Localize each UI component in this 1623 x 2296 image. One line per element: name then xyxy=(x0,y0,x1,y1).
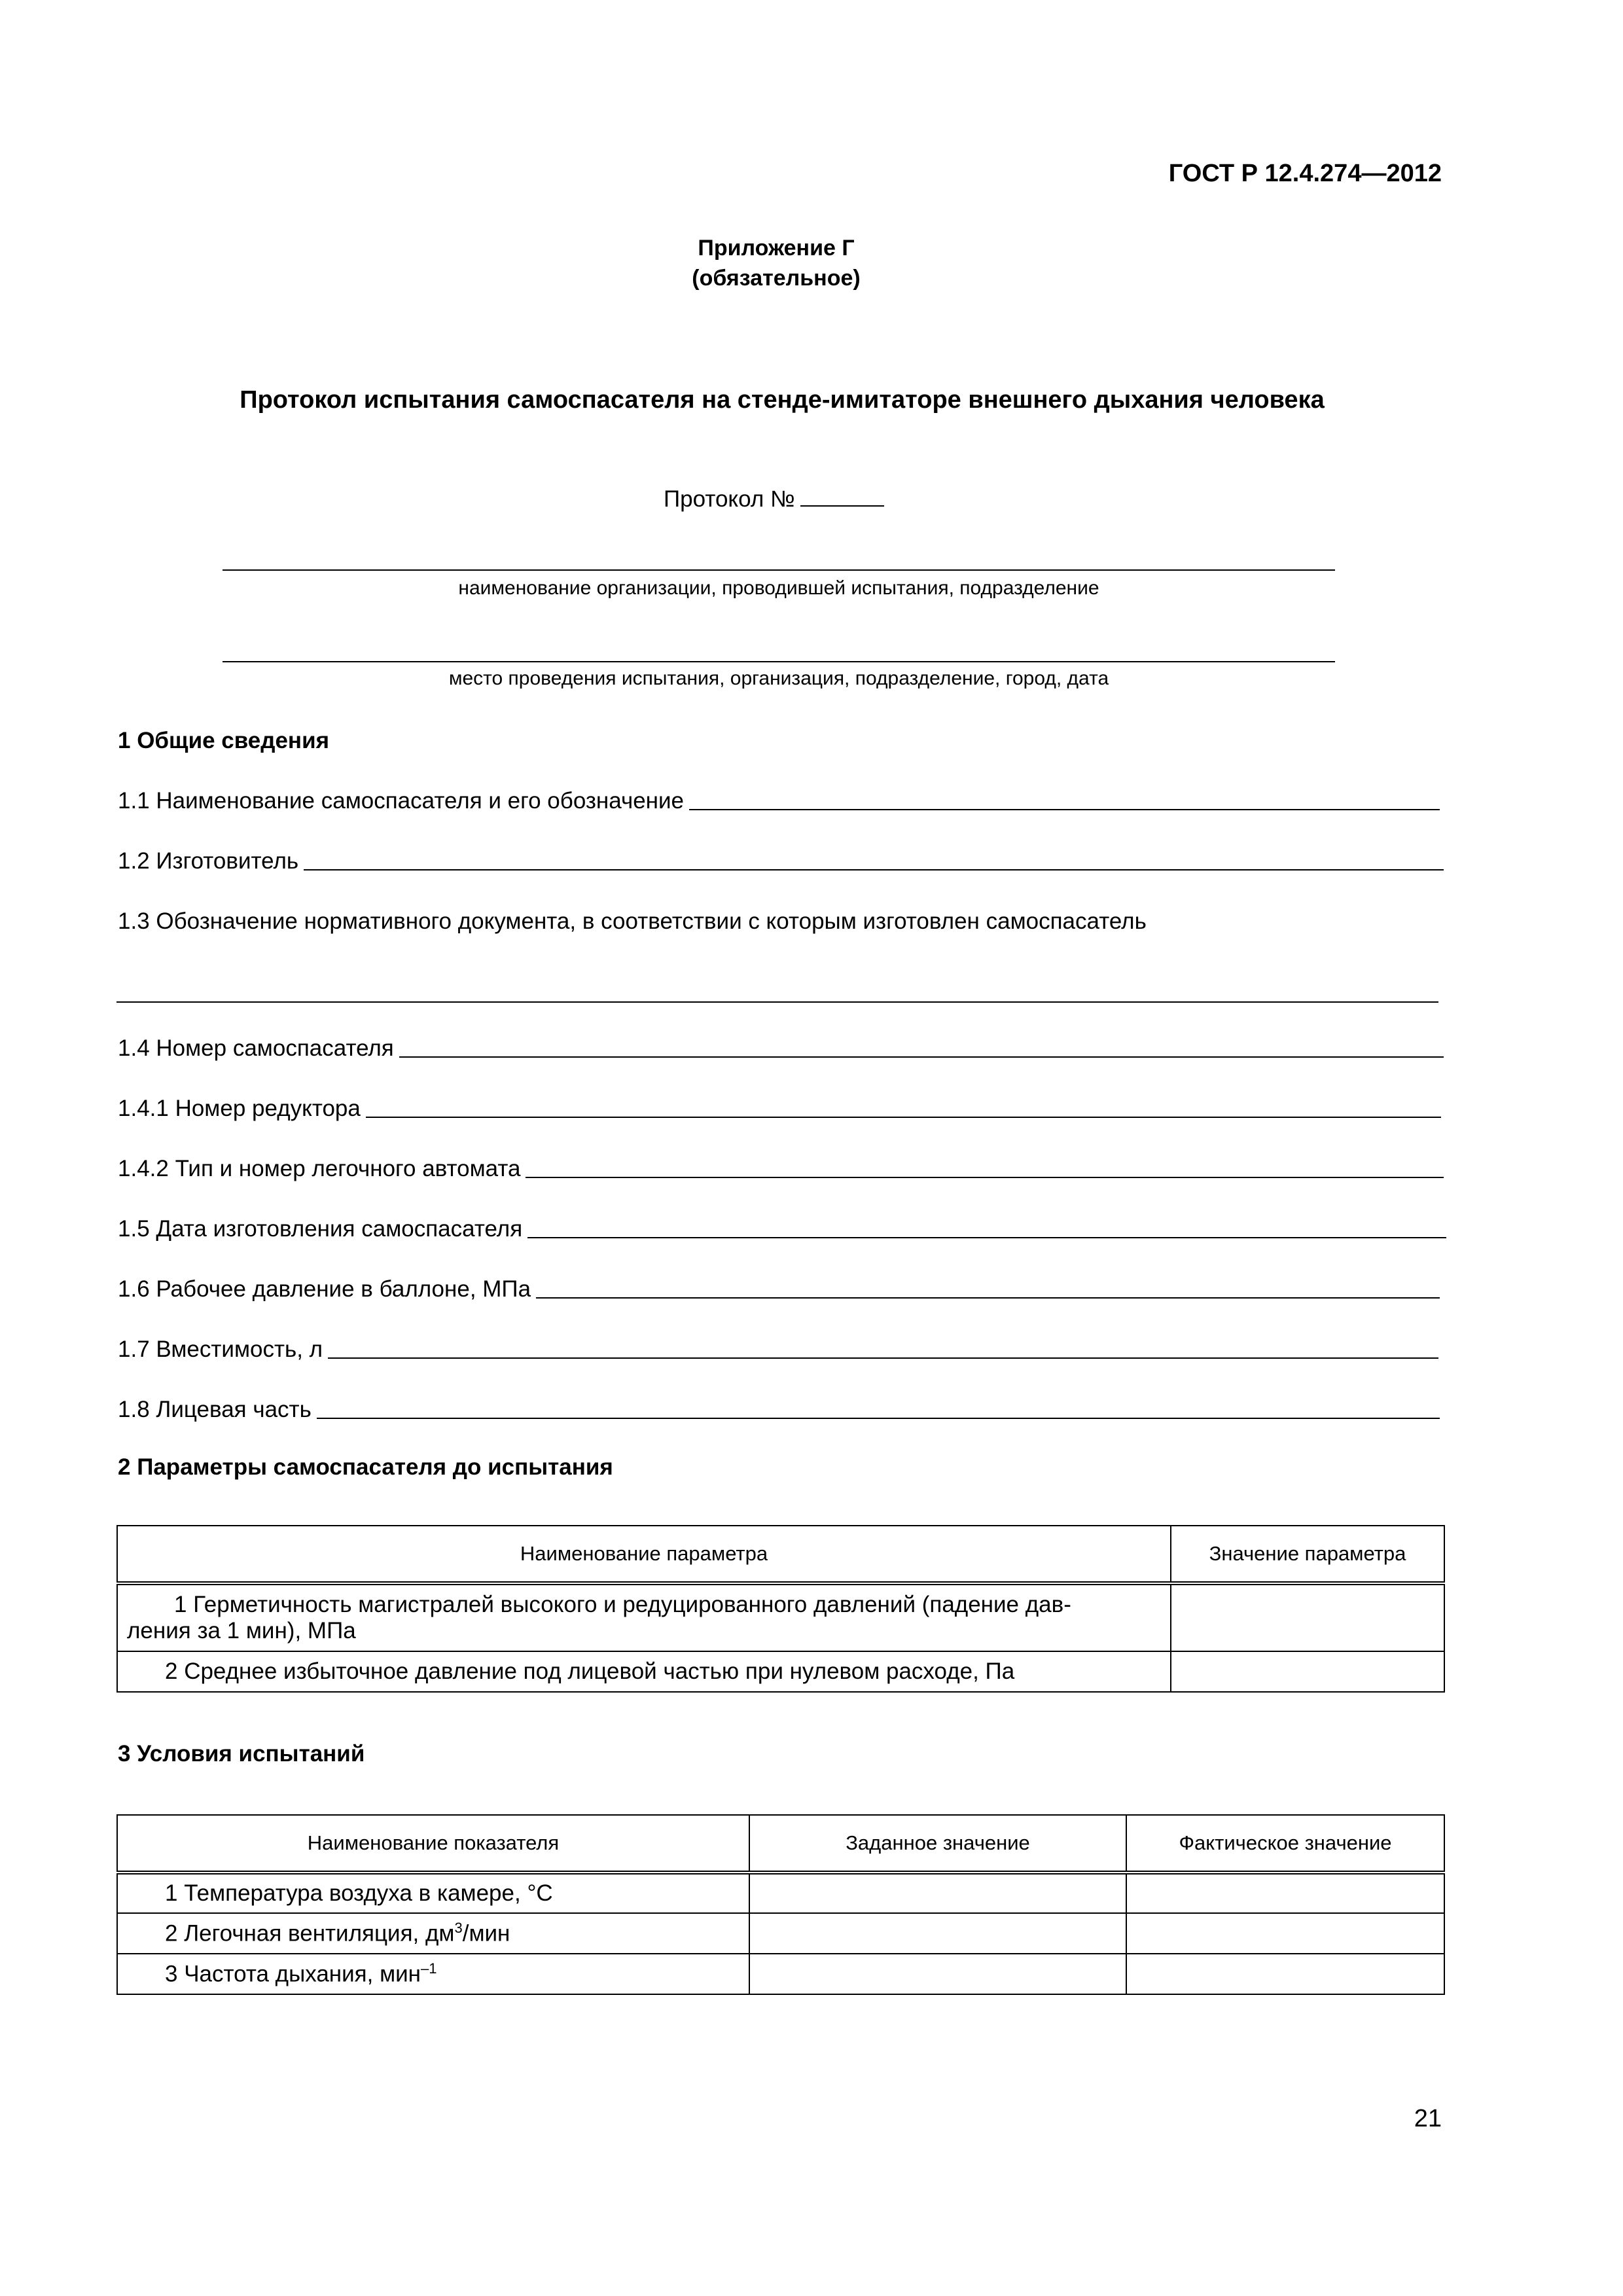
field-label: 1.7 Вместимость, л xyxy=(118,1336,323,1362)
field-label: 1.8 Лицевая часть xyxy=(118,1397,312,1422)
column-header: Заданное значение xyxy=(749,1815,1126,1873)
table-cell xyxy=(117,1954,749,1994)
row-text: 2 Легочная вентиляция, дм xyxy=(165,1920,455,1946)
row-text: 1 Герметичность магистралей высокого и редуцированного давлений (падение дав- xyxy=(174,1592,1071,1617)
row-text-tail: /мин xyxy=(462,1920,510,1946)
column-header: Значение параметра xyxy=(1171,1526,1444,1583)
field-label: 1.5 Дата изготовления самоспасателя xyxy=(118,1216,523,1242)
table-cell: 1 Температура воздуха в камере, °С xyxy=(117,1873,749,1913)
value-cell[interactable] xyxy=(1171,1583,1444,1651)
fill-line[interactable] xyxy=(304,869,1444,870)
fill-line[interactable] xyxy=(527,1237,1446,1238)
table-row xyxy=(117,1954,1444,1994)
unit-superscript: 3 xyxy=(454,1920,463,1937)
field-1-1[interactable] xyxy=(118,784,1440,814)
protocol-number-blank[interactable] xyxy=(800,486,884,507)
table-header-row xyxy=(117,1526,1444,1583)
table-header-row xyxy=(117,1815,1444,1873)
conditions-table xyxy=(116,1814,1445,1995)
field-label: 1.4.1 Номер редуктора xyxy=(118,1096,361,1121)
value-cell[interactable] xyxy=(1171,1651,1444,1692)
protocol-label: Протокол № xyxy=(664,486,795,512)
field-1-2[interactable] xyxy=(118,844,1444,874)
section-3-heading: 3 Условия испытаний xyxy=(118,1741,365,1767)
page-number: 21 xyxy=(1414,2105,1442,2132)
field-label: 1.6 Рабочее давление в баллоне, МПа xyxy=(118,1276,531,1302)
document-title: Протокол испытания самоспасателя на стенде-имитаторе внешнего дыхания человека xyxy=(240,386,1325,414)
annex-label: Приложение Г xyxy=(698,236,855,260)
row-text: 3 Частота дыхания, мин xyxy=(165,1961,421,1987)
value-cell[interactable] xyxy=(1126,1954,1444,1994)
value-cell[interactable] xyxy=(1126,1913,1444,1954)
field-1-3 xyxy=(118,905,1444,935)
value-cell[interactable] xyxy=(1126,1873,1444,1913)
fill-line[interactable] xyxy=(366,1117,1441,1118)
table-cell xyxy=(117,1583,1171,1651)
unit-superscript: –1 xyxy=(421,1960,437,1977)
parameters-table xyxy=(116,1525,1445,1693)
value-cell[interactable] xyxy=(749,1873,1126,1913)
field-label: 1.2 Изготовитель xyxy=(118,848,299,874)
fill-line[interactable] xyxy=(526,1177,1444,1178)
place-date-line[interactable] xyxy=(223,661,1335,662)
table-row xyxy=(117,1651,1444,1692)
field-1-4[interactable] xyxy=(118,1031,1444,1062)
column-header: Фактическое значение xyxy=(1126,1815,1444,1873)
fill-line[interactable] xyxy=(536,1297,1440,1299)
field-1-8[interactable] xyxy=(118,1393,1440,1423)
document-id: ГОСТ Р 12.4.274—2012 xyxy=(1168,160,1442,187)
field-1-4-1[interactable] xyxy=(118,1092,1441,1122)
column-header: Наименование параметра xyxy=(117,1526,1171,1583)
field-1-6[interactable] xyxy=(118,1272,1440,1302)
fill-line[interactable] xyxy=(399,1056,1444,1058)
table-row xyxy=(117,1913,1444,1954)
value-cell[interactable] xyxy=(749,1954,1126,1994)
table-row xyxy=(117,1873,1444,1913)
organization-line[interactable] xyxy=(223,569,1335,571)
column-header: Наименование показателя xyxy=(117,1815,749,1873)
field-1-5[interactable] xyxy=(118,1212,1446,1242)
section-1-heading: 1 Общие сведения xyxy=(118,728,330,753)
fill-line[interactable] xyxy=(328,1357,1438,1359)
field-1-7[interactable] xyxy=(118,1333,1438,1363)
place-date-caption: место проведения испытания, организация, подразделение, город, дата xyxy=(448,668,1109,689)
table-cell xyxy=(117,1913,749,1954)
fill-line[interactable] xyxy=(317,1418,1440,1419)
field-label: 1.4 Номер самоспасателя xyxy=(118,1035,394,1061)
field-label: 1.1 Наименование самоспасателя и его обозначение xyxy=(118,788,685,814)
protocol-number-field[interactable] xyxy=(664,486,884,512)
annex-status: (обязательное) xyxy=(692,266,861,291)
table-row xyxy=(117,1583,1444,1651)
field-1-4-2[interactable] xyxy=(118,1152,1444,1182)
section-2-heading: 2 Параметры самоспасателя до испытания xyxy=(118,1454,613,1480)
field-label: 1.4.2 Тип и номер легочного автомата xyxy=(118,1156,521,1181)
row-text-cont: ления за 1 мин), МПа xyxy=(127,1618,356,1643)
organization-caption: наименование организации, проводившей испытания, подразделение xyxy=(458,577,1099,599)
fill-line[interactable] xyxy=(689,809,1440,810)
table-cell: 2 Среднее избыточное давление под лицевой частью при нулевом расходе, Па xyxy=(117,1651,1171,1692)
field-1-3-line[interactable] xyxy=(116,1001,1438,1003)
value-cell[interactable] xyxy=(749,1913,1126,1954)
field-label: 1.3 Обозначение нормативного документа, в соответствии с которым изготовлен самоспасатель xyxy=(118,908,1147,934)
